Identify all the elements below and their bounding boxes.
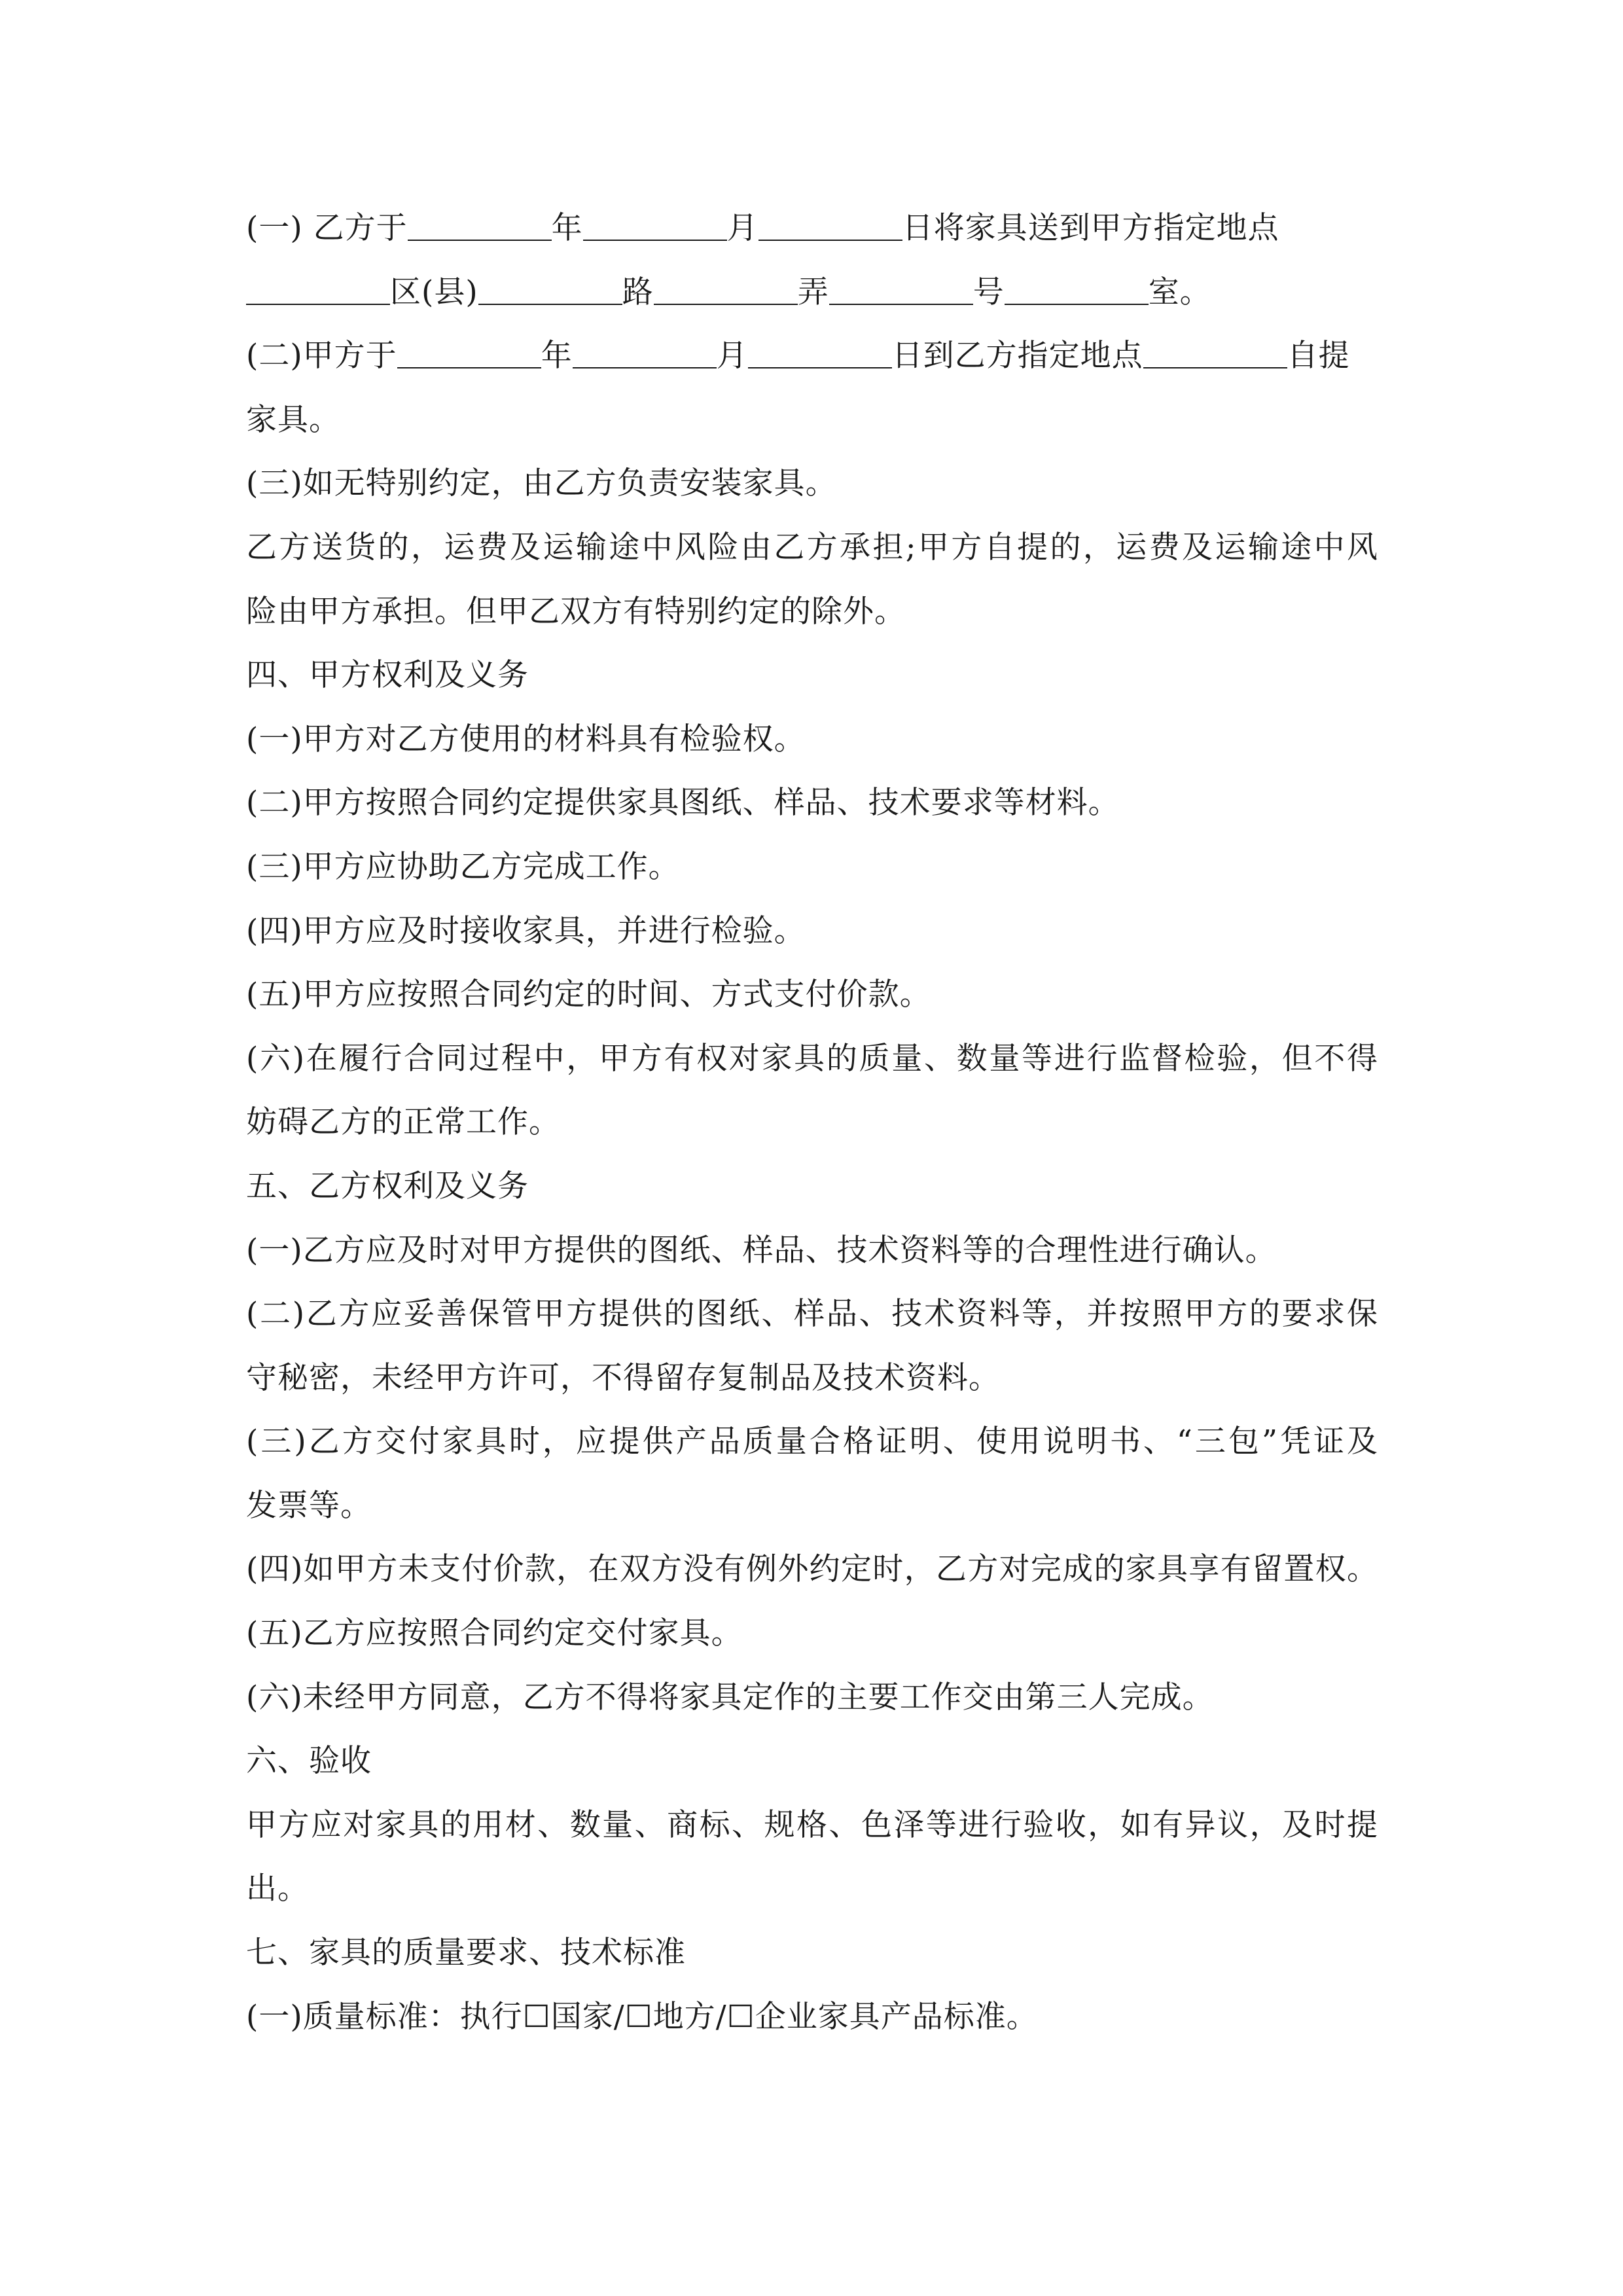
day-blank [758, 213, 902, 241]
year-label: 年 [551, 210, 583, 246]
delivery-item-2-line-1 [246, 324, 1378, 388]
section-4-item-1: (一)甲方对乙方使用的材料具有检验权。 [246, 721, 806, 757]
delivery-item-1-line-1 [246, 196, 1378, 260]
self-pickup-label: 自提 [1287, 338, 1350, 374]
section-5-item-2-line-1: (二)乙方应妥善保管甲方提供的图纸、样品、技术资料等，并按照甲方的要求保 [246, 1296, 1378, 1333]
section-4-item-3: (三)甲方应协助乙方完成工作。 [246, 848, 680, 885]
number-blank [829, 278, 973, 305]
section-5-item-5: (五)乙方应按照合同约定交付家具。 [246, 1615, 743, 1652]
section-5-item-3-line-1: (三)乙方交付家具时，应提供产品质量合格证明、使用说明书、“三包”凭证及 [246, 1424, 1378, 1460]
document-body [246, 196, 1378, 2049]
section-6-body-line-1: 甲方应对家具的用材、数量、商标、规格、色泽等进行验收，如有异议，及时提 [246, 1806, 1378, 1843]
section-5-item-6: (六)未经甲方同意，乙方不得将家具定作的主要工作交由第三人完成。 [246, 1679, 1214, 1715]
delivery-item-2-prefix: (二)甲方于 [246, 338, 397, 374]
section-4-item-6-line-2: 妨碍乙方的正常工作。 [246, 1104, 560, 1141]
section-4-item-5: (五)甲方应按照合同约定的时间、方式支付价款。 [246, 977, 931, 1013]
freight-paragraph-line-2: 险由甲方承担。但甲乙双方有特别约定的除外。 [246, 593, 906, 630]
section-5-item-4: (四)如甲方未支付价款，在双方没有例外约定时，乙方对完成的家具享有留置权。 [246, 1551, 1378, 1588]
delivery-item-3: (三)如无特别约定，由乙方负责安装家具。 [246, 465, 837, 502]
road-blank [478, 278, 622, 305]
lane-blank [654, 278, 798, 305]
month-blank [583, 213, 727, 241]
pickup-month-label: 月 [716, 338, 748, 374]
district-blank [246, 278, 390, 305]
number-label: 号 [972, 274, 1005, 310]
pickup-month-blank [573, 341, 717, 368]
section-4-item-6-line-1: (六)在履行合同过程中，甲方有权对家具的质量、数量等进行监督检验，但不得 [246, 1040, 1378, 1077]
month-label: 月 [726, 210, 758, 246]
section-4-heading: 四、甲方权利及义务 [246, 657, 529, 694]
section-7-item-1: (一)质量标准：执行☐国家/☐地方/☐企业家具产品标准。 [246, 1998, 1038, 2035]
delivery-item-1-tail: 日将家具送到甲方指定地点 [902, 210, 1279, 246]
section-5-item-1: (一)乙方应及时对甲方提供的图纸、样品、技术资料等的合理性进行确认。 [246, 1232, 1277, 1268]
road-label: 路 [622, 274, 654, 310]
delivery-item-2-tail: 日到乙方指定地点 [891, 338, 1143, 374]
delivery-address-line [246, 260, 1378, 325]
section-5-item-2-line-2: 守秘密，未经甲方许可，不得留存复制品及技术资料。 [246, 1359, 1000, 1396]
pickup-year-blank [397, 341, 541, 368]
room-label: 室。 [1148, 274, 1211, 310]
section-6-body-line-2: 出。 [246, 1871, 309, 1907]
district-label: 区(县) [390, 274, 478, 310]
delivery-item-1-prefix: (一) 乙方于 [246, 210, 408, 246]
pickup-year-label: 年 [541, 338, 573, 374]
pickup-location-blank [1143, 341, 1287, 368]
section-4-item-4: (四)甲方应及时接收家具，并进行检验。 [246, 912, 806, 949]
section-7-heading: 七、家具的质量要求、技术标准 [246, 1935, 686, 1971]
section-5-heading: 五、乙方权利及义务 [246, 1168, 529, 1204]
room-blank [1005, 278, 1149, 305]
section-6-heading: 六、验收 [246, 1743, 372, 1780]
year-blank [408, 213, 552, 241]
section-5-item-3-line-2: 发票等。 [246, 1487, 372, 1524]
lane-label: 弄 [797, 274, 829, 310]
pickup-day-blank [748, 341, 892, 368]
freight-paragraph-line-1: 乙方送货的，运费及运输途中风险由乙方承担;甲方自提的，运费及运输途中风 [246, 529, 1378, 565]
delivery-item-2-line-2: 家具。 [246, 401, 340, 438]
section-4-item-2: (二)甲方按照合同约定提供家具图纸、样品、技术要求等材料。 [246, 785, 1120, 821]
